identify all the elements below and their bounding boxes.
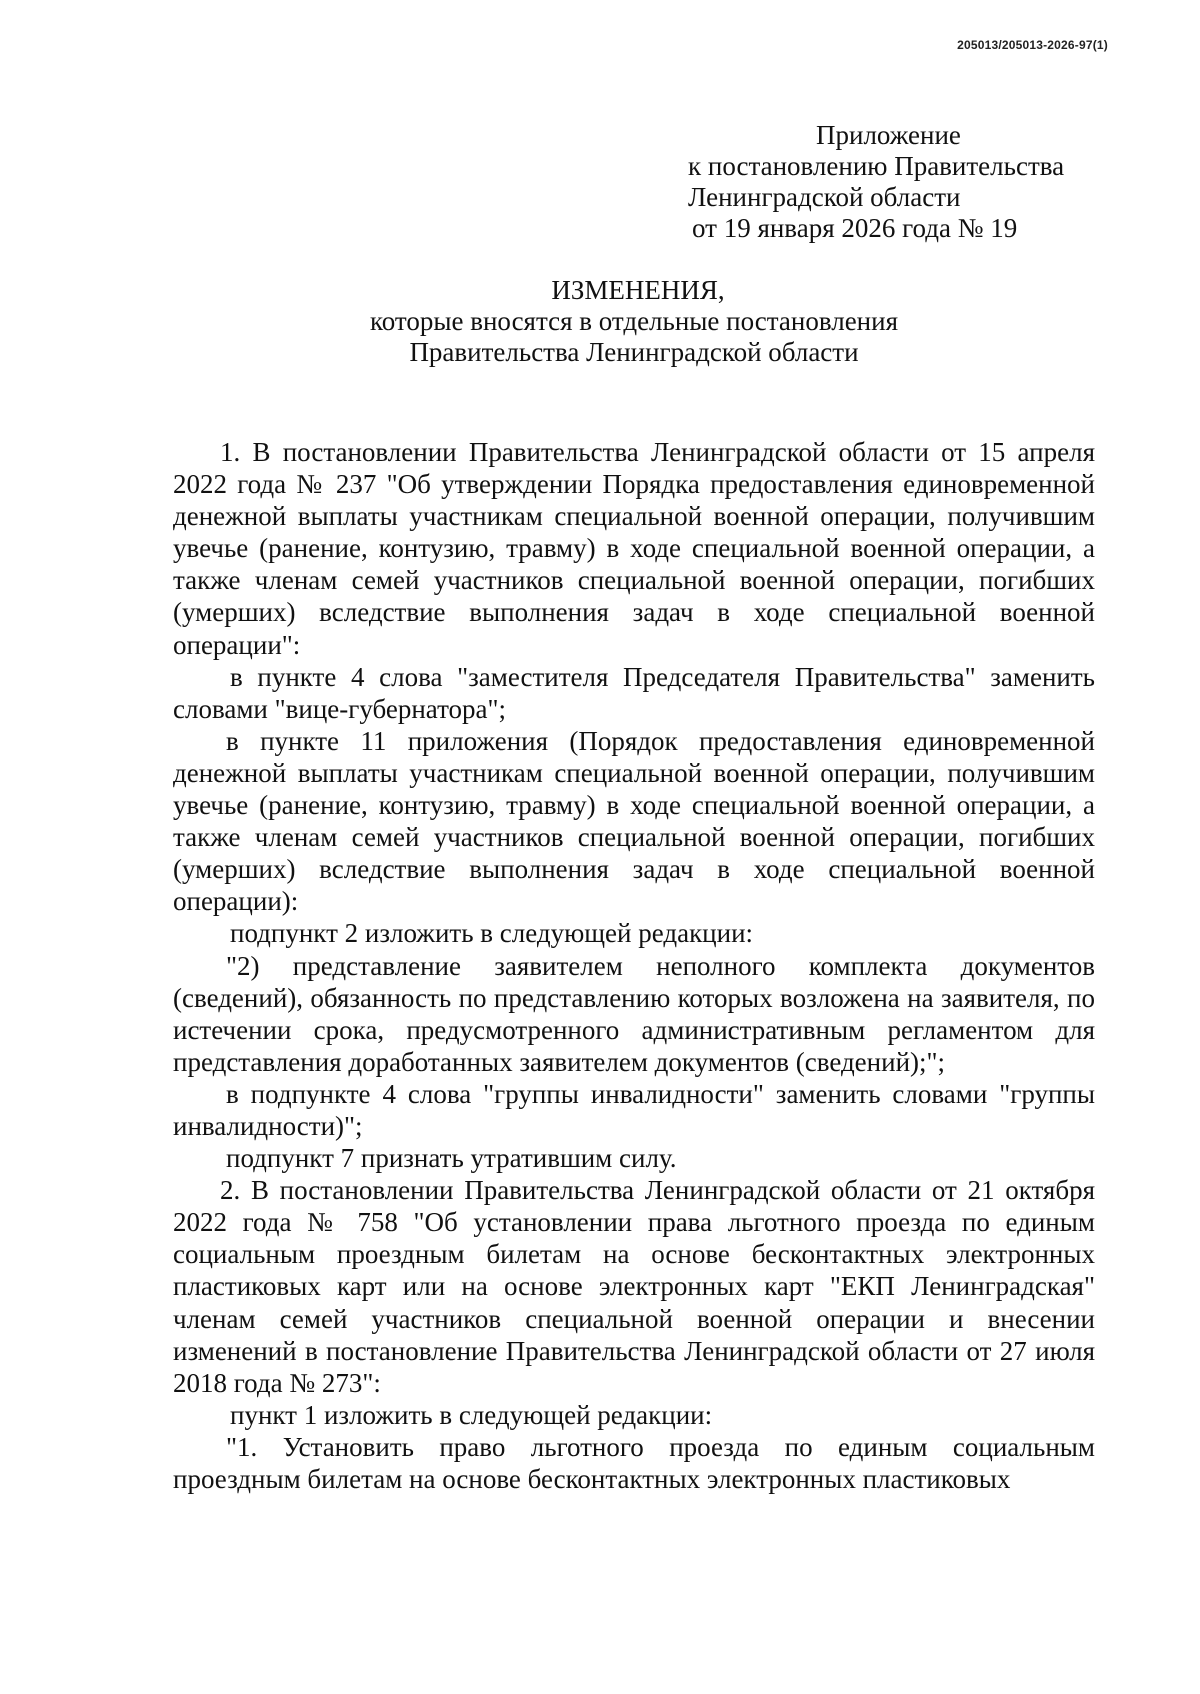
appendix-resolution-ref: к постановлению Правительства xyxy=(688,151,1065,181)
heading-subtitle-line-2: Правительства Ленинградской области xyxy=(409,337,859,367)
heading-title: ИЗМЕНЕНИЯ, xyxy=(551,275,725,305)
paragraph-item-1: 1. В постановлении Правительства Ленинградской области от 15 апреля 2022 года № 237 "Об утверждении Порядка предоставления единовременной денежной выплаты участникам специальной военной операции, получившим увечье (ранение, контузию, травму) в ходе специальной военной операции, а также членам семей участников специальной военной операции, погибших (умерших) вследствие выполнения задач в ходе специальной военной операции": xyxy=(173,437,1095,660)
appendix-region: Ленинградской области xyxy=(688,182,961,212)
paragraph-point-1-intro: пункт 1 изложить в следующей редакции: xyxy=(230,1399,713,1430)
document-id: 205013/205013-2026-97(1) xyxy=(957,38,1108,52)
paragraph-subpoint-2-intro: подпункт 2 изложить в следующей редакции: xyxy=(230,918,754,949)
paragraph-subpoint-7-repeal: подпункт 7 признать утратившим силу. xyxy=(226,1143,677,1174)
paragraph-item-2: 2. В постановлении Правительства Ленинградской области от 21 октября 2022 года № 758 "Об установлении права льготного проезда по единым социальным проездным билетам на основе бесконтактных электронных пластиковых карт или на основе электронных карт "ЕКП Ленинградская" членам семей участников специальной военной операции и внесении изменений в постановление Правительства Ленинградской области от 27 июля 2018 года № 273": xyxy=(173,1175,1095,1398)
paragraph-point-4-change: в пункте 4 слова "заместителя Председателя Правительства" заменить словами "вице-губернатора"; xyxy=(173,661,1095,724)
paragraph-point-11-intro: в пункте 11 приложения (Порядок предоставления единовременной денежной выплаты участникам специальной военной операции, получившим увечье (ранение, контузию, травму) в ходе специальной военной операции, а также членам семей участников специальной военной операции, погибших (умерших) вследствие выполнения задач в ходе специальной военной операции): xyxy=(173,725,1095,917)
document-heading xyxy=(173,275,1095,368)
paragraph-subpoint-4-change: в подпункте 4 слова "группы инвалидности" заменить словами "группы инвалидности)"; xyxy=(173,1078,1095,1141)
paragraph-subpoint-2-text: "2) представление заявителем неполного комплекта документов (сведений), обязанность по представлению которых возложена на заявителя, по истечении срока, предусмотренного административным регламентом для представления доработанных заявителем документов (сведений);"; xyxy=(173,950,1095,1077)
paragraph-point-1-text: "1. Установить право льготного проезда по единым социальным проездным билетам на основе бесконтактных электронных пластиковых xyxy=(173,1431,1095,1494)
appendix-block xyxy=(688,120,1064,244)
heading-subtitle-line-1: которые вносятся в отдельные постановления xyxy=(369,306,899,336)
appendix-date-number: от 19 января 2026 года № 19 xyxy=(692,213,1018,243)
document-body xyxy=(173,436,1095,1495)
appendix-title: Приложение xyxy=(816,120,961,150)
